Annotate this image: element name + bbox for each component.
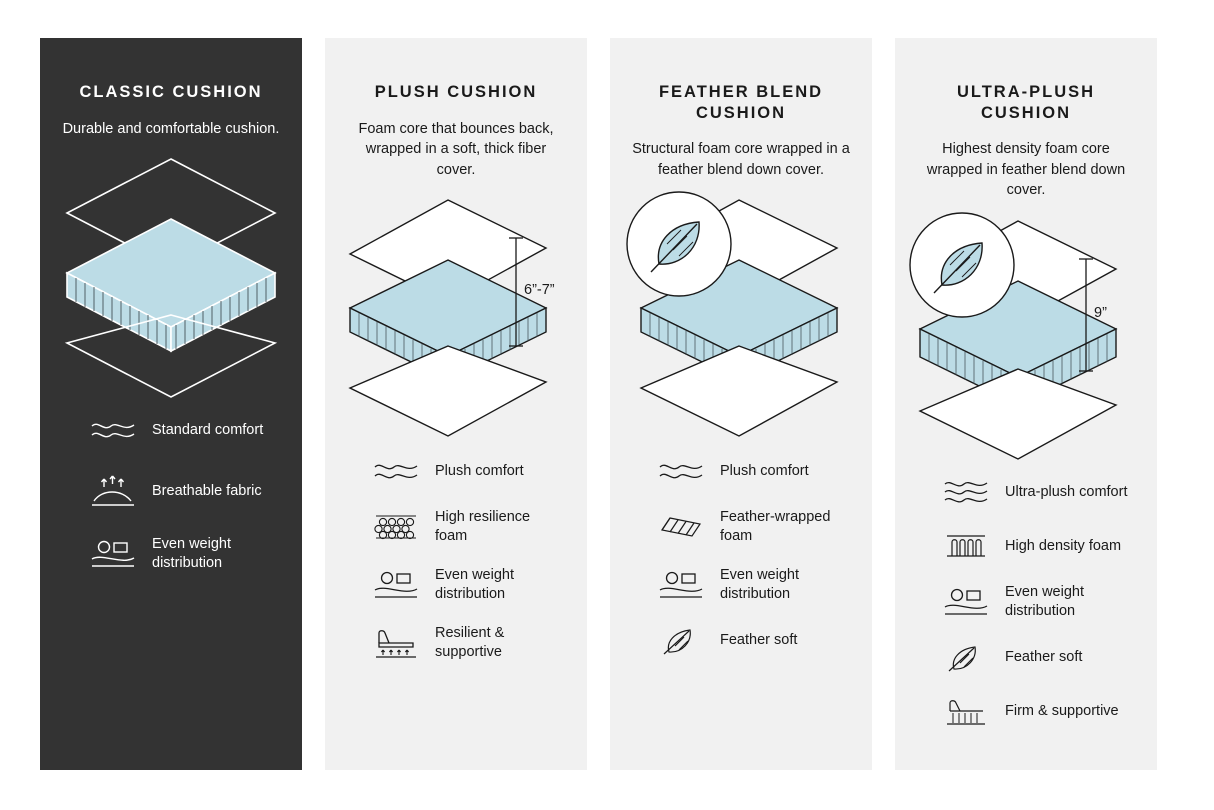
cushion-layers-illustration — [336, 186, 576, 448]
feature-label: Breathable fabric — [152, 482, 262, 499]
feature-item — [658, 454, 850, 488]
feature-list — [62, 413, 280, 573]
cushion-layers-illustration — [51, 145, 291, 407]
feature-label: High resilience foam — [435, 509, 531, 545]
wave-icon — [943, 475, 989, 509]
feature-label: Even weight distribution — [152, 536, 231, 572]
feather-icon — [943, 641, 989, 675]
feature-item — [90, 474, 280, 508]
dimension-label: 9” — [1094, 304, 1107, 321]
even-weight-icon — [90, 537, 136, 571]
feature-item — [373, 566, 565, 604]
feature-item — [658, 624, 850, 658]
feature-item — [943, 529, 1135, 563]
cushion-card-ultra-plush — [895, 38, 1157, 770]
feature-item — [373, 624, 565, 662]
card-title: FEATHER BLEND CUSHION — [658, 83, 824, 122]
leaf-badge — [627, 192, 731, 296]
card-description: Structural foam core wrapped in a feather blend down cover. — [632, 141, 850, 178]
wave-icon — [373, 454, 419, 488]
feature-item — [943, 475, 1135, 509]
resilient-support-icon — [373, 626, 419, 660]
feature-item — [373, 454, 565, 488]
feature-list — [347, 454, 565, 661]
feature-item — [943, 583, 1135, 621]
cushion-layers-illustration — [906, 207, 1146, 469]
feature-label: Even weight distribution — [435, 567, 514, 602]
even-weight-icon — [943, 585, 989, 619]
bottom-cover-layer — [641, 346, 837, 436]
feature-item — [943, 641, 1135, 675]
firm-support-icon — [943, 695, 989, 729]
card-title: PLUSH CUSHION — [374, 83, 538, 101]
feature-list — [917, 475, 1135, 729]
card-description: Highest density foam core wrapped in feather blend down cover. — [926, 141, 1126, 199]
feather-wrapped-foam-icon — [658, 510, 704, 544]
even-weight-icon — [373, 568, 419, 602]
feature-label: High density foam — [1005, 537, 1122, 554]
card-title: CLASSIC CUSHION — [79, 83, 263, 101]
cushion-layers-illustration — [621, 186, 861, 448]
cushion-card-classic — [40, 38, 302, 770]
wave-icon — [90, 413, 136, 447]
feature-item — [90, 413, 280, 447]
feature-label: Standard comfort — [152, 421, 264, 438]
feature-item — [90, 535, 280, 573]
leaf-badge — [910, 213, 1014, 317]
feature-label: Ultra-plush comfort — [1005, 483, 1128, 500]
feature-label: Resilient & supportive — [435, 624, 505, 660]
card-description: Foam core that bounces back, wrapped in a soft, thick fiber cover. — [358, 120, 554, 178]
feature-label: Plush comfort — [720, 462, 809, 479]
dimension-label: 6”-7” — [524, 282, 555, 299]
breathable-fabric-icon — [90, 474, 136, 508]
honeycomb-foam-icon — [373, 510, 419, 544]
dimension-bracket — [1066, 207, 1146, 469]
wave-icon — [658, 454, 704, 488]
card-description: Durable and comfortable cushion. — [62, 120, 280, 137]
feature-label: Feather-wrapped foam — [720, 509, 831, 545]
cushion-card-feather-blend — [610, 38, 872, 770]
even-weight-icon — [658, 568, 704, 602]
high-density-foam-icon — [943, 529, 989, 563]
feature-list — [632, 454, 850, 657]
feature-label: Plush comfort — [435, 462, 524, 479]
feature-label: Feather soft — [1005, 649, 1083, 666]
feature-item — [943, 695, 1135, 729]
feature-label: Feather soft — [720, 632, 798, 649]
dimension-bracket — [496, 186, 576, 448]
feature-item — [658, 508, 850, 546]
feather-icon — [658, 624, 704, 658]
feature-label: Even weight distribution — [1005, 583, 1084, 619]
card-title: ULTRA-PLUSH CUSHION — [956, 83, 1096, 122]
feature-item — [658, 566, 850, 604]
feature-item — [373, 508, 565, 546]
feature-label: Even weight distribution — [720, 567, 799, 602]
feature-label: Firm & supportive — [1005, 703, 1119, 720]
cushion-card-plush — [325, 38, 587, 770]
